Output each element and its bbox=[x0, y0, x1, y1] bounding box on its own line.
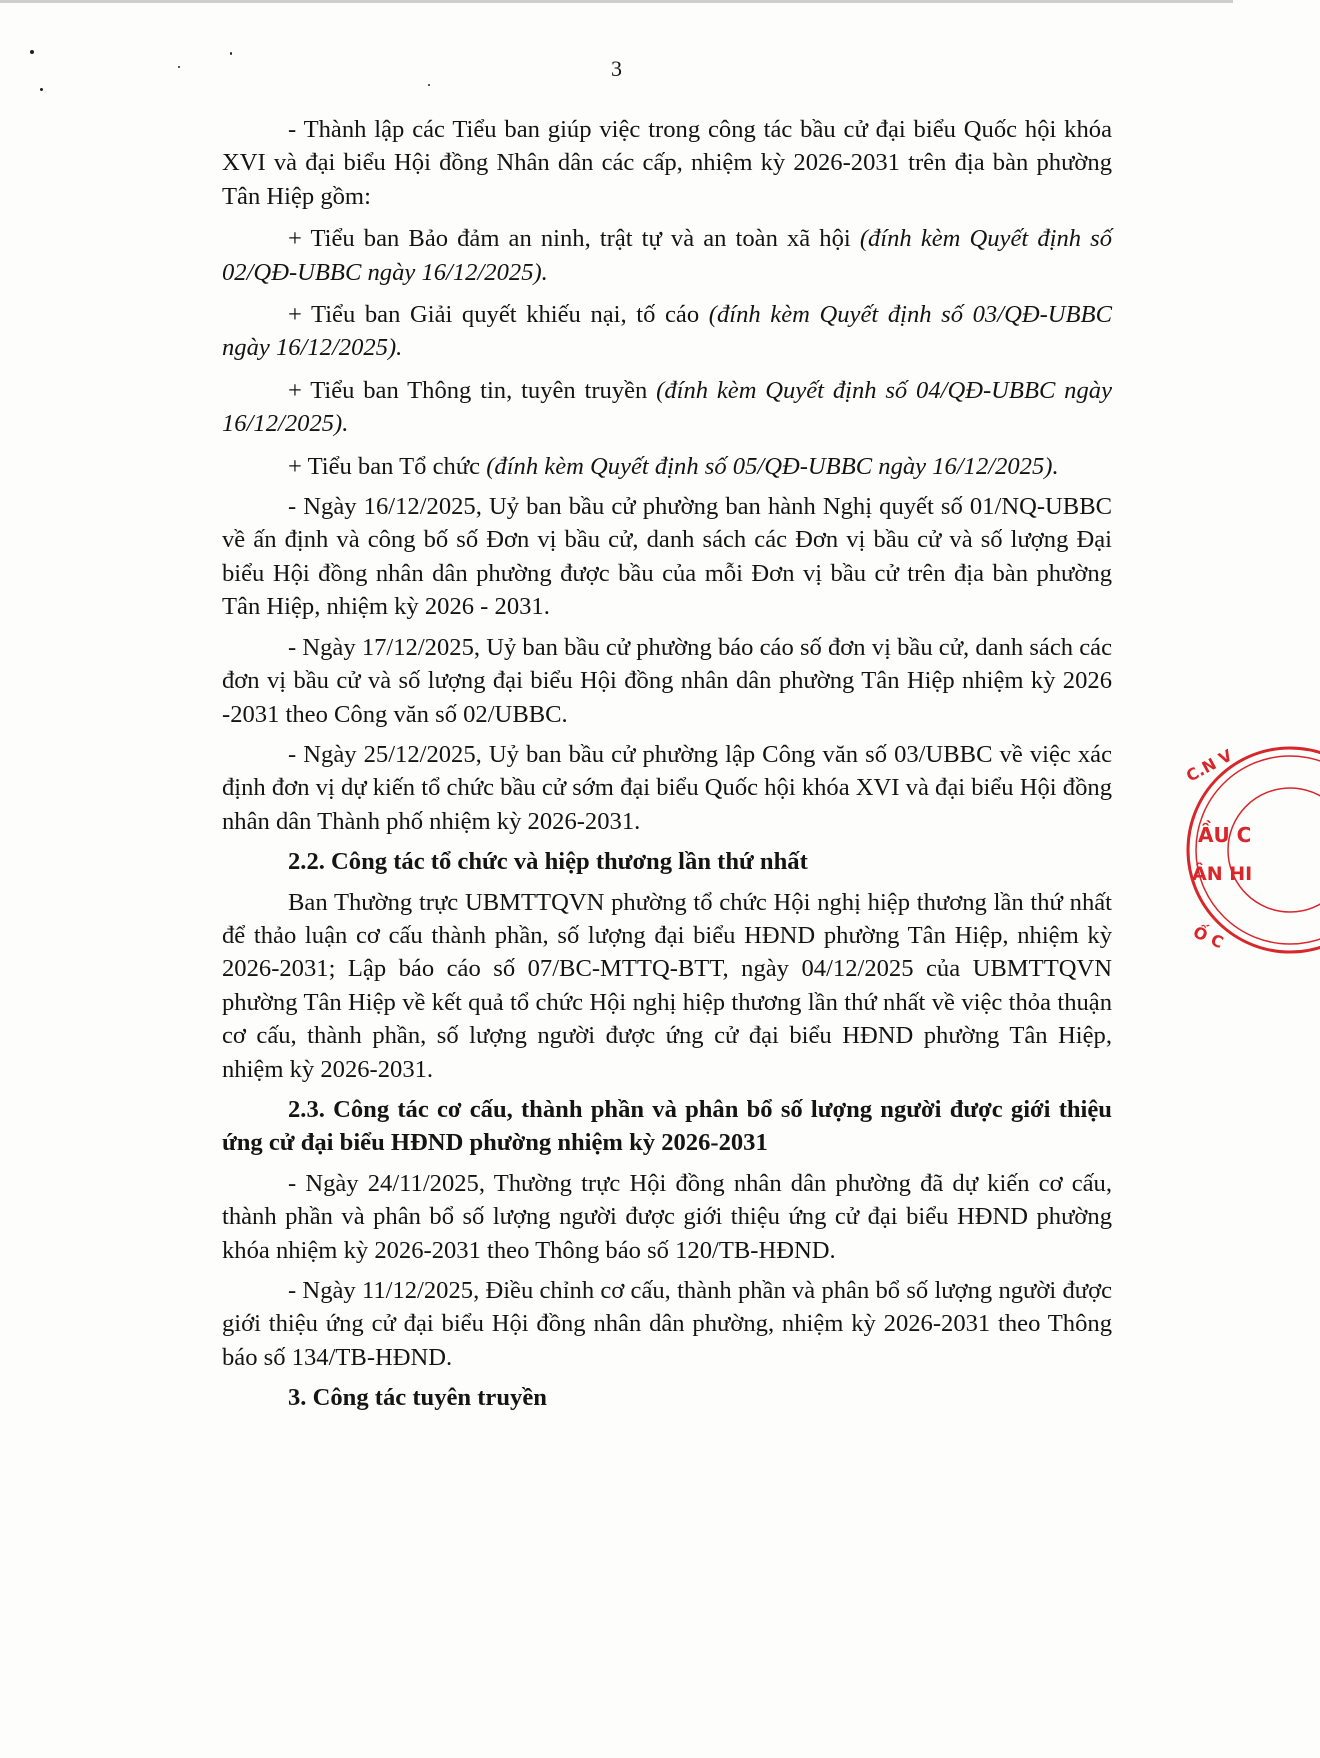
page-number: 3 bbox=[611, 56, 622, 81]
stamp-text: Ố C bbox=[1190, 922, 1227, 953]
scan-speck bbox=[230, 52, 232, 55]
paragraph: - Ngày 17/12/2025, Uỷ ban bầu cử phường báo cáo số đơn vị bầu cử, danh sách các đơn vị bầu cử và số lượng đại biểu Hội đồng nhân dân phường Tân Hiệp nhiệm kỳ 2026 -2031 theo Công văn số 02/UBBC. bbox=[222, 633, 1112, 728]
scan-edge bbox=[0, 0, 1233, 3]
paragraph: - Thành lập các Tiểu ban giúp việc trong công tác bầu cử đại biểu Quốc hội khóa XVI và đại biểu Hội đồng Nhân dân các cấp, nhiệm kỳ 2026-2031 trên địa bàn phường Tân Hiệp gồm: bbox=[222, 116, 1112, 210]
paragraph: + Tiểu ban Bảo đảm an ninh, trật tự và an toàn xã hội (đính kèm Quyết định số 02/QĐ-UBBC ngày 16/12/2025). bbox=[222, 225, 1112, 286]
paragraph: Ban Thường trực UBMTTQVN phường tổ chức Hội nghị hiệp thương lần thứ nhất để thảo luận cơ cấu thành phần, số lượng đại biểu HĐND phường Tân Hiệp, nhiệm kỳ 2026-2031; Lập báo cáo số 07/BC-MTTQ-BTT, ngày 04/12/2025 của UBMTTQVN phường Tân Hiệp về kết quả tổ chức Hội nghị hiệp thương lần thứ nhất về việc thỏa thuận cơ cấu, thành phần, số lượng người được ứng cử đại biểu HĐND phường Tân Hiệp, nhiệm kỳ 2026-2031. bbox=[222, 888, 1112, 1083]
stamp-text: ÂN HI bbox=[1192, 863, 1253, 885]
official-seal-stamp bbox=[1170, 740, 1320, 960]
section-heading: 2.3. Công tác cơ cấu, thành phần và phân bổ số lượng người được giới thiệu ứng cử đại biểu HĐND phường nhiệm kỳ 2026-2031 bbox=[222, 1095, 1112, 1157]
paragraph: + Tiểu ban Thông tin, tuyên truyền (đính kèm Quyết định số 04/QĐ-UBBC ngày 16/12/2025). bbox=[222, 376, 1112, 438]
paragraph: + Tiểu ban Giải quyết khiếu nại, tố cáo (đính kèm Quyết định số 03/QĐ-UBBC ngày 16/12/2025). bbox=[222, 301, 1112, 362]
paragraph: - Ngày 25/12/2025, Uỷ ban bầu cử phường lập Công văn số 03/UBBC về việc xác định đơn vị dự kiến tổ chức bầu cử sớm đại biểu Quốc hội khóa XVI và đại biểu Hội đồng nhân dân Thành phố nhiệm kỳ 2026-2031. bbox=[222, 740, 1112, 835]
paragraph: - Ngày 16/12/2025, Uỷ ban bầu cử phường ban hành Nghị quyết số 01/NQ-UBBC về ấn định và công bố số Đơn vị bầu cử, danh sách các Đơn vị bầu cử và số lượng Đại biểu Hội đồng nhân dân phường được bầu của mỗi Đơn vị bầu cử trên địa bàn phường Tân Hiệp, nhiệm kỳ 2026 - 2031. bbox=[222, 493, 1112, 621]
paragraph: - Ngày 24/11/2025, Thường trực Hội đồng nhân dân phường đã dự kiến cơ cấu, thành phần và phân bổ số lượng người được giới thiệu ứng cử đại biểu HĐND phường khóa nhiệm kỳ 2026-2031 theo Thông báo số 120/TB-HĐND. bbox=[222, 1169, 1112, 1264]
paragraph: + Tiểu ban Tổ chức (đính kèm Quyết định số 05/QĐ-UBBC ngày 16/12/2025). bbox=[288, 452, 1059, 480]
paragraph: - Ngày 11/12/2025, Điều chỉnh cơ cấu, thành phần và phân bổ số lượng người được giới thiệu ứng cử đại biểu Hội đồng nhân dân phường, nhiệm kỳ 2026-2031 theo Thông báo số 134/TB-HĐND. bbox=[222, 1277, 1112, 1371]
scan-speck bbox=[40, 88, 43, 91]
stamp-text: ẦU C bbox=[1198, 823, 1252, 847]
section-heading: 2.2. Công tác tổ chức và hiệp thương lần thứ nhất bbox=[288, 848, 808, 876]
scan-speck bbox=[428, 84, 430, 86]
scan-speck bbox=[30, 50, 34, 54]
document-body bbox=[222, 113, 1112, 1415]
section-heading: 3. Công tác tuyên truyền bbox=[288, 1384, 547, 1412]
stamp-text: C.N V bbox=[1182, 745, 1236, 786]
